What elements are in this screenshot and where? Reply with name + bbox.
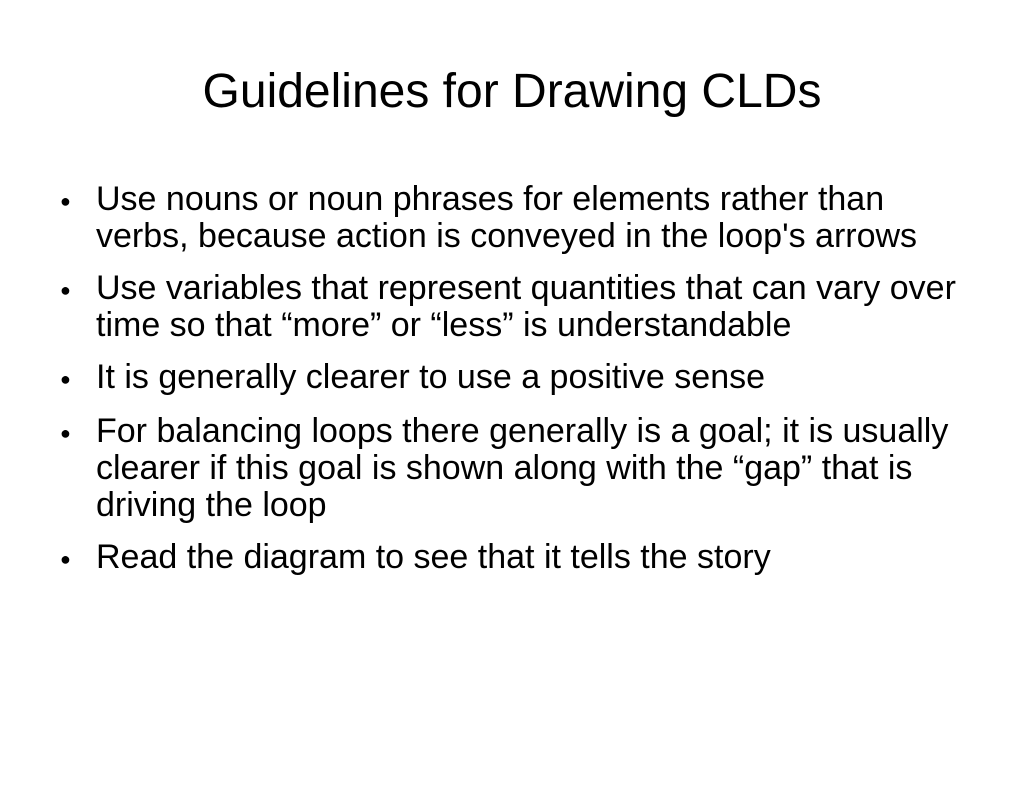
bullet-point-icon: ● xyxy=(60,191,71,211)
bullet-text: Use nouns or noun phrases for elements rather than verbs, because action is conveyed in the loop's arrows xyxy=(96,180,918,255)
bullet-point-icon: ● xyxy=(60,280,71,300)
bullet-point-icon: ● xyxy=(60,369,71,389)
bullet-item xyxy=(60,539,980,578)
slide-title: Guidelines for Drawing CLDs xyxy=(202,65,822,118)
bullet-item xyxy=(60,359,980,398)
bullet-item xyxy=(60,181,980,255)
bullet-item xyxy=(60,270,980,344)
bullet-text: It is generally clearer to use a positive sense xyxy=(96,358,766,396)
bullet-list xyxy=(60,181,980,593)
bullet-item xyxy=(60,413,980,524)
bullet-point-icon: ● xyxy=(60,549,71,569)
bullet-text: For balancing loops there generally is a goal; it is usually clearer if this goal is shown along with the “gap” that is driving the loop xyxy=(96,412,949,524)
bullet-text: Use variables that represent quantities that can vary over time so that “more” or “less” is understandable xyxy=(96,269,956,344)
bullet-text: Read the diagram to see that it tells the story xyxy=(96,538,771,576)
bullet-point-icon: ● xyxy=(60,423,71,443)
